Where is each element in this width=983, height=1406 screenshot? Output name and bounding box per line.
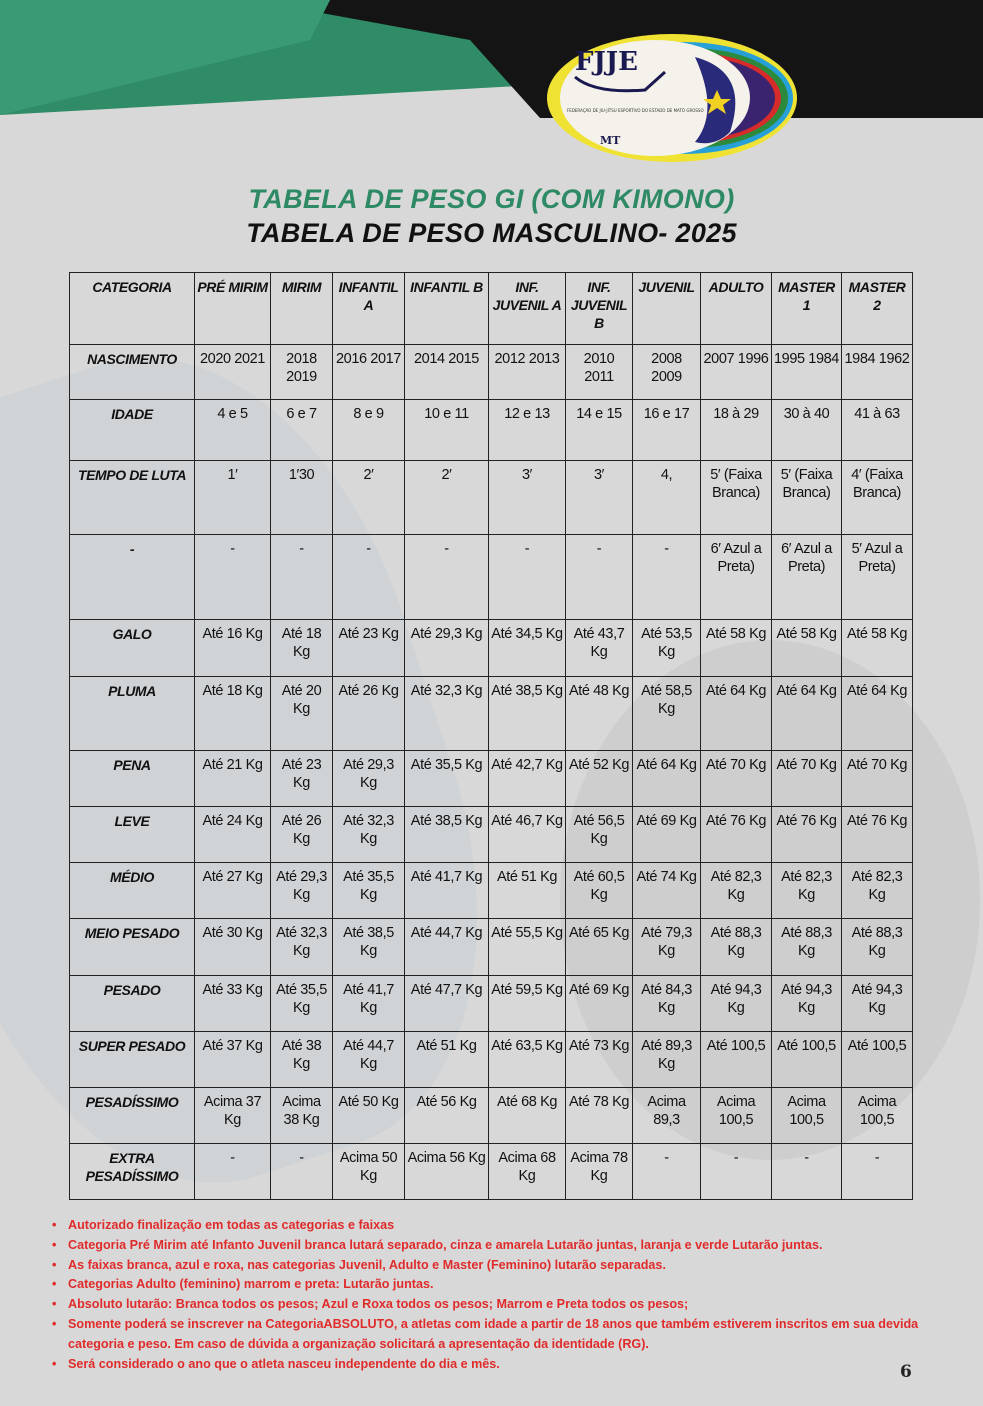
table-cell: Até 29,3 Kg xyxy=(333,751,405,807)
table-cell: 3′ xyxy=(566,461,633,535)
table-cell: Até 58,5 Kg xyxy=(633,677,701,751)
table-cell: 14 e 15 xyxy=(566,400,633,461)
header-cell: INFANTIL A xyxy=(333,273,405,345)
table-row xyxy=(70,400,913,461)
table-cell: Até 37 Kg xyxy=(195,1032,271,1088)
header-cell: MIRIM xyxy=(271,273,333,345)
table-cell: Até 64 Kg xyxy=(633,751,701,807)
table-cell: Até 56,5 Kg xyxy=(566,807,633,863)
table-cell: Até 38,5 Kg xyxy=(333,919,405,976)
header-cell: JUVENIL xyxy=(633,273,701,345)
note-item xyxy=(52,1315,957,1355)
header-cell: INF. JUVENIL A xyxy=(489,273,566,345)
row-label: EXTRA PESADÍSSIMO xyxy=(70,1144,195,1200)
row-label: MÉDIO xyxy=(70,863,195,919)
table-cell: 6 e 7 xyxy=(271,400,333,461)
table-cell: 3′ xyxy=(489,461,566,535)
table-cell: Até 58 Kg xyxy=(701,620,772,677)
table-row xyxy=(70,807,913,863)
table-cell: Até 18 Kg xyxy=(271,620,333,677)
header-cell: INF. JUVENIL B xyxy=(566,273,633,345)
table-cell: Até 58 Kg xyxy=(842,620,913,677)
table-cell: 4 e 5 xyxy=(195,400,271,461)
table-cell: 10 e 11 xyxy=(405,400,489,461)
table-cell: Acima 38 Kg xyxy=(271,1088,333,1144)
table-cell: Até 29,3 Kg xyxy=(405,620,489,677)
table-cell: 5′ (Faixa Branca) xyxy=(701,461,772,535)
table-cell: Até 38,5 Kg xyxy=(489,677,566,751)
table-row xyxy=(70,461,913,535)
table-cell: Até 58 Kg xyxy=(772,620,842,677)
table-cell: Acima 100,5 xyxy=(842,1088,913,1144)
header-cell: MASTER 1 xyxy=(772,273,842,345)
bullet-icon: • xyxy=(52,1316,57,1331)
table-cell: 2′ xyxy=(405,461,489,535)
table-cell: Até 100,5 xyxy=(772,1032,842,1088)
table-cell: 1′30 xyxy=(271,461,333,535)
note-text: Autorizado finalização em todas as categorias e faixas xyxy=(68,1218,395,1232)
title-gi: TABELA DE PESO GI (COM KIMONO) xyxy=(248,184,735,214)
table-cell: Até 60,5 Kg xyxy=(566,863,633,919)
table-cell: Acima 78 Kg xyxy=(566,1144,633,1200)
table-cell: 1995 1984 xyxy=(772,345,842,400)
bullet-icon: • xyxy=(52,1257,57,1272)
table-header-row xyxy=(70,273,913,345)
table-cell: Até 78 Kg xyxy=(566,1088,633,1144)
header-cell: INFANTIL B xyxy=(405,273,489,345)
table-cell: - xyxy=(701,1144,772,1200)
table-cell: 5′ Azul a Preta) xyxy=(842,535,913,620)
bullet-icon: • xyxy=(52,1356,57,1371)
table-cell: Até 59,5 Kg xyxy=(489,976,566,1032)
table-cell: 12 e 13 xyxy=(489,400,566,461)
note-item xyxy=(52,1236,957,1256)
table-cell: 2′ xyxy=(333,461,405,535)
table-cell: Acima 68 Kg xyxy=(489,1144,566,1200)
title-masculino: TABELA DE PESO MASCULINO- 2025 xyxy=(246,218,737,248)
table-cell: Até 26 Kg xyxy=(333,677,405,751)
table-cell: Até 26 Kg xyxy=(271,807,333,863)
row-label: IDADE xyxy=(70,400,195,461)
table-cell: Até 79,3 Kg xyxy=(633,919,701,976)
table-cell: Até 24 Kg xyxy=(195,807,271,863)
bullet-icon: • xyxy=(52,1237,57,1252)
notes-list xyxy=(52,1216,957,1374)
table-cell: Até 50 Kg xyxy=(333,1088,405,1144)
table-cell: Até 23 Kg xyxy=(333,620,405,677)
table-cell: - xyxy=(489,535,566,620)
note-text: Categorias Adulto (feminino) marrom e preta: Lutarão juntas. xyxy=(68,1277,434,1292)
header-cell: CATEGORIA xyxy=(70,273,195,345)
table-row xyxy=(70,677,913,751)
table-cell: Até 38 Kg xyxy=(271,1032,333,1088)
table-cell: Até 73 Kg xyxy=(566,1032,633,1088)
header-cell: MASTER 2 xyxy=(842,273,913,345)
table-row xyxy=(70,345,913,400)
fjje-logo xyxy=(545,32,800,164)
table-cell: Até 76 Kg xyxy=(772,807,842,863)
table-cell: 1′ xyxy=(195,461,271,535)
table-cell: - xyxy=(333,535,405,620)
table-cell: - xyxy=(633,535,701,620)
table-cell: Até 94,3 Kg xyxy=(842,976,913,1032)
table-cell: Até 34,5 Kg xyxy=(489,620,566,677)
table-cell: Acima 100,5 xyxy=(701,1088,772,1144)
table-cell: Até 33 Kg xyxy=(195,976,271,1032)
table-cell: 2014 2015 xyxy=(405,345,489,400)
bullet-icon: • xyxy=(52,1277,57,1292)
table-row xyxy=(70,976,913,1032)
note-item xyxy=(52,1355,957,1375)
table-cell: Até 68 Kg xyxy=(489,1088,566,1144)
table-cell: - xyxy=(633,1144,701,1200)
table-cell: Até 52 Kg xyxy=(566,751,633,807)
table-cell: - xyxy=(195,535,271,620)
table-row xyxy=(70,1144,913,1200)
table-cell: Até 65 Kg xyxy=(566,919,633,976)
table-row xyxy=(70,535,913,620)
row-label: - xyxy=(70,535,195,620)
table-cell: Até 70 Kg xyxy=(701,751,772,807)
table-cell: Até 42,7 Kg xyxy=(489,751,566,807)
table-cell: Até 35,5 Kg xyxy=(333,863,405,919)
table-cell: Até 27 Kg xyxy=(195,863,271,919)
svg-text:FJJE: FJJE xyxy=(575,47,638,77)
table-row xyxy=(70,751,913,807)
table-cell: Até 82,3 Kg xyxy=(701,863,772,919)
weight-table xyxy=(69,272,913,1200)
table-cell: Até 43,7 Kg xyxy=(566,620,633,677)
table-cell: Até 56 Kg xyxy=(405,1088,489,1144)
table-cell: Até 94,3 Kg xyxy=(772,976,842,1032)
table-cell: Até 48 Kg xyxy=(566,677,633,751)
table-cell: Até 69 Kg xyxy=(566,976,633,1032)
note-item xyxy=(52,1275,957,1295)
table-cell: Até 30 Kg xyxy=(195,919,271,976)
table-cell: Acima 100,5 xyxy=(772,1088,842,1144)
table-cell: Até 35,5 Kg xyxy=(405,751,489,807)
table-cell: Até 70 Kg xyxy=(842,751,913,807)
row-label: PESADO xyxy=(70,976,195,1032)
bullet-icon: • xyxy=(52,1218,57,1232)
note-text: Somente poderá se inscrever na CategoriaABSOLUTO, a atletas com idade a partir de 18 anos que também estiverem inscritos em sua devida categoria e peso. Em caso de dúvida a organização solicitará a apresentação da identidade (RG). xyxy=(68,1316,919,1351)
table-cell: 2020 2021 xyxy=(195,345,271,400)
svg-text:MT: MT xyxy=(600,134,621,147)
table-cell: Até 89,3 Kg xyxy=(633,1032,701,1088)
table-cell: Até 29,3 Kg xyxy=(271,863,333,919)
row-label: PESADÍSSIMO xyxy=(70,1088,195,1144)
row-label: LEVE xyxy=(70,807,195,863)
row-label: PENA xyxy=(70,751,195,807)
header-cell: ADULTO xyxy=(701,273,772,345)
svg-text:FEDERAÇÃO DE JIU-JITSU ESPORTI: FEDERAÇÃO DE JIU-JITSU ESPORTIVO DO ESTADO DE MATO GROSSO xyxy=(567,108,704,113)
table-cell: Até 76 Kg xyxy=(701,807,772,863)
table-cell: - xyxy=(772,1144,842,1200)
table-cell: Até 82,3 Kg xyxy=(772,863,842,919)
row-label: TEMPO DE LUTA xyxy=(70,461,195,535)
table-cell: 30 à 40 xyxy=(772,400,842,461)
table-cell: Até 51 Kg xyxy=(405,1032,489,1088)
table-row xyxy=(70,1032,913,1088)
table-cell: - xyxy=(405,535,489,620)
table-cell: Acima 89,3 xyxy=(633,1088,701,1144)
table-row xyxy=(70,863,913,919)
table-cell: 1984 1962 xyxy=(842,345,913,400)
table-cell: - xyxy=(195,1144,271,1200)
table-cell: Até 44,7 Kg xyxy=(405,919,489,976)
table-cell: Até 63,5 Kg xyxy=(489,1032,566,1088)
table-cell: Até 55,5 Kg xyxy=(489,919,566,976)
table-cell: - xyxy=(842,1144,913,1200)
table-cell: 16 e 17 xyxy=(633,400,701,461)
table-cell: - xyxy=(566,535,633,620)
table-cell: Até 100,5 xyxy=(842,1032,913,1088)
table-body xyxy=(70,345,913,1200)
row-label: GALO xyxy=(70,620,195,677)
table-cell: Até 46,7 Kg xyxy=(489,807,566,863)
table-cell: Até 23 Kg xyxy=(271,751,333,807)
table-cell: 6′ Azul a Preta) xyxy=(772,535,842,620)
table-cell: Até 35,5 Kg xyxy=(271,976,333,1032)
note-item xyxy=(52,1256,957,1276)
table-cell: Até 41,7 Kg xyxy=(333,976,405,1032)
table-cell: Até 41,7 Kg xyxy=(405,863,489,919)
table-cell: Até 82,3 Kg xyxy=(842,863,913,919)
table-cell: 4, xyxy=(633,461,701,535)
table-cell: Até 44,7 Kg xyxy=(333,1032,405,1088)
row-label: NASCIMENTO xyxy=(70,345,195,400)
table-cell: 6′ Azul a Preta) xyxy=(701,535,772,620)
table-row xyxy=(70,1088,913,1144)
table-cell: Até 53,5 Kg xyxy=(633,620,701,677)
table-cell: Até 100,5 xyxy=(701,1032,772,1088)
table-cell: Até 88,3 Kg xyxy=(772,919,842,976)
table-cell: Até 32,3 Kg xyxy=(405,677,489,751)
row-label: SUPER PESADO xyxy=(70,1032,195,1088)
table-row xyxy=(70,919,913,976)
table-cell: Até 38,5 Kg xyxy=(405,807,489,863)
note-item xyxy=(52,1216,957,1236)
bullet-icon: • xyxy=(52,1297,57,1312)
table-cell: 5′ (Faixa Branca) xyxy=(772,461,842,535)
note-text: Absoluto lutarão: Branca todos os pesos; Azul e Roxa todos os pesos; Marrom e Preta todos os pesos; xyxy=(68,1297,689,1312)
table-cell: Até 74 Kg xyxy=(633,863,701,919)
table-cell: 8 e 9 xyxy=(333,400,405,461)
table-cell: Acima 37 Kg xyxy=(195,1088,271,1144)
table-cell: 4′ (Faixa Branca) xyxy=(842,461,913,535)
table-cell: Até 18 Kg xyxy=(195,677,271,751)
table-cell: Até 16 Kg xyxy=(195,620,271,677)
table-cell: Até 64 Kg xyxy=(842,677,913,751)
table-cell: Até 69 Kg xyxy=(633,807,701,863)
table-cell: 18 à 29 xyxy=(701,400,772,461)
table-cell: Até 94,3 Kg xyxy=(701,976,772,1032)
table-cell: Até 88,3 Kg xyxy=(701,919,772,976)
table-cell: 41 à 63 xyxy=(842,400,913,461)
table-cell: 2008 2009 xyxy=(633,345,701,400)
note-text: As faixas branca, azul e roxa, nas categorias Juvenil, Adulto e Master (Feminino) lutarão separadas. xyxy=(68,1257,666,1272)
table-cell: Até 32,3 Kg xyxy=(333,807,405,863)
table-cell: Até 47,7 Kg xyxy=(405,976,489,1032)
note-text: Categoria Pré Mirim até Infanto Juvenil branca lutará separado, cinza e amarela Lutarão juntas, laranja e verde Lutarão juntas. xyxy=(68,1237,823,1252)
note-text: Será considerado o ano que o atleta nasceu independente do dia e mês. xyxy=(68,1356,500,1371)
table-cell: Até 76 Kg xyxy=(842,807,913,863)
table-cell: Até 32,3 Kg xyxy=(271,919,333,976)
table-cell: Acima 50 Kg xyxy=(333,1144,405,1200)
table-cell: - xyxy=(271,535,333,620)
page-number: 6 xyxy=(900,1362,912,1382)
table-row xyxy=(70,620,913,677)
table-cell: Até 51 Kg xyxy=(489,863,566,919)
table-cell: Até 70 Kg xyxy=(772,751,842,807)
table-cell: Até 20 Kg xyxy=(271,677,333,751)
note-item xyxy=(52,1295,957,1315)
table-cell: Até 84,3 Kg xyxy=(633,976,701,1032)
table-cell: 2010 2011 xyxy=(566,345,633,400)
row-label: PLUMA xyxy=(70,677,195,751)
table-cell: Até 21 Kg xyxy=(195,751,271,807)
table-cell: - xyxy=(271,1144,333,1200)
table-cell: 2018 2019 xyxy=(271,345,333,400)
row-label: MEIO PESADO xyxy=(70,919,195,976)
header-cell: PRÉ MIRIM xyxy=(195,273,271,345)
table-cell: 2007 1996 xyxy=(701,345,772,400)
table-cell: Acima 56 Kg xyxy=(405,1144,489,1200)
table-cell: Até 64 Kg xyxy=(701,677,772,751)
table-cell: Até 64 Kg xyxy=(772,677,842,751)
table-cell: 2012 2013 xyxy=(489,345,566,400)
table-cell: 2016 2017 xyxy=(333,345,405,400)
header-band xyxy=(0,0,983,200)
table-cell: Até 88,3 Kg xyxy=(842,919,913,976)
